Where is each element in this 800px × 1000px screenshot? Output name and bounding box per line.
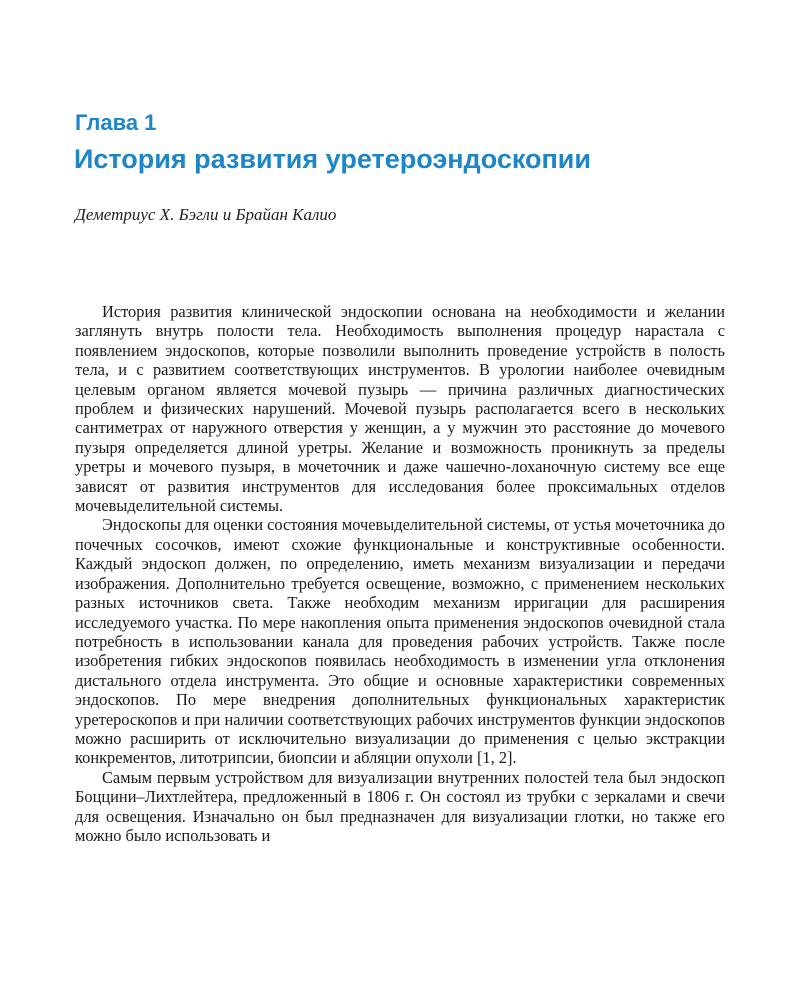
paragraph: История развития клинической эндоскопии основана на необходимости и желании заглянуть внутрь полости тела. Необходимость выполнения процедур нарастала с появлением эндоскопов, которые позволили выполнить проведение устройств в полость тела, и с развитием соответствующих инструментов. В урологии наиболее очевидным целевым органом является мочевой пузырь — причина различных диагностических проблем и физических нарушений. Мочевой пузырь располагается всего в нескольких сантиметрах от наружного отверстия у женщин, а у мужчин это расстояние до мочевого пузыря определяется длиной уретры. Желание и возможность проникнуть за пределы уретры и мочевого пузыря, в мочеточник и даже чашечно-лоханочную систему все еще зависят от развития инструментов для исследования более проксимальных отделов мочевыделительной системы. <box>75 302 725 516</box>
chapter-number: Глава 1 <box>75 110 157 135</box>
paragraph: Эндоскопы для оценки состояния мочевыделительной системы, от устья мочеточника до почечных сосочков, имеют схожие функциональные и конструктивные особенности. Каждый эндоскоп должен, по определению, иметь механизм визуализации и передачи изображения. Дополнительно требуется освещение, возможно, с применением нескольких разных источников света. Также необходим механизм ирригации для расширения исследуемого участка. По мере накопления опыта применения эндоскопов очевидной стала потребность в использовании канала для проведения рабочих устройств. Также после изобретения гибких эндоскопов появилась необходимость в изменении угла отклонения дистального отдела инструмента. Это общие и основные характеристики современных эндоскопов. По мере внедрения дополнительных функциональных характеристик уретероскопов и при наличии соответствующих рабочих инструментов функции эндоскопов можно расширить от исключительно визуализации до применения с целью экстракции конкрементов, литотрипсии, биопсии и абляции опухоли [1, 2]. <box>75 515 725 768</box>
paragraph: Самым первым устройством для визуализации внутренних полостей тела был эндоскоп Боццини–Лихтлейтера, предложенный в 1806 г. Он состоял из трубки с зеркалами и свечи для освещения. Изначально он был предназначен для визуализации глотки, но также его можно было использовать и <box>75 767 725 845</box>
chapter-title: История развития уретероэндоскопии <box>74 144 592 174</box>
body-text <box>75 302 725 845</box>
chapter-authors: Деметриус Х. Бэгли и Брайан Калио <box>75 205 337 224</box>
